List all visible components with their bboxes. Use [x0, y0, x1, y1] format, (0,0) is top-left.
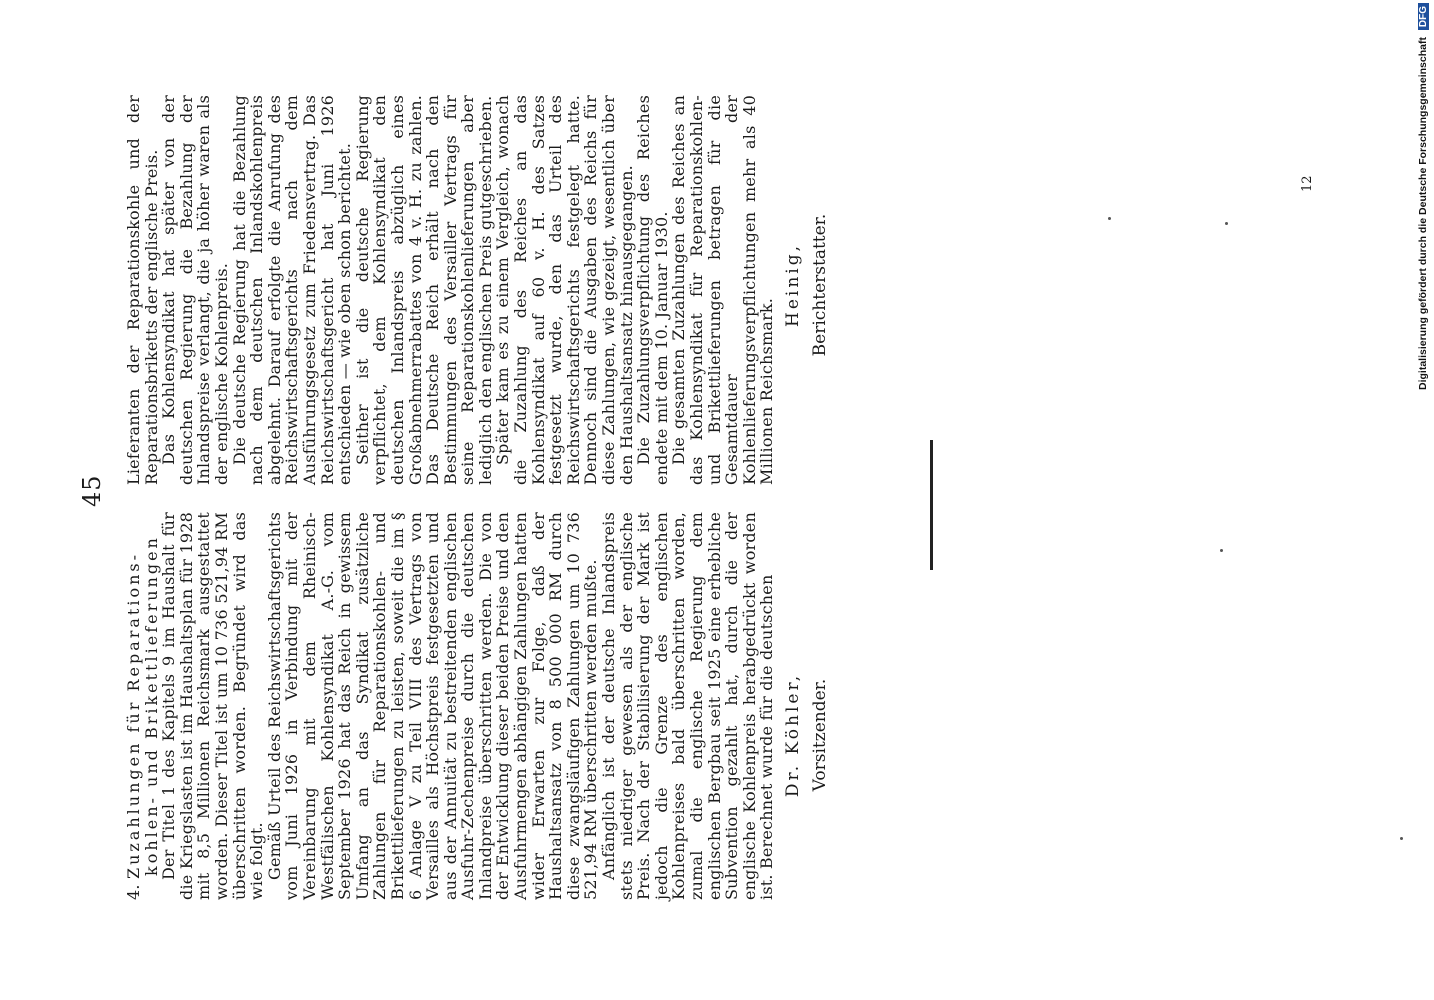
- paragraph: Die deutsche Regierung hat die Bezahlung nach dem deutschen Inlandskohlenpreis abgelehnt. Darauf erfolgte die Anrufung des Reichswirtschaftsgerichts nach dem Ausführungsgesetz zum Friedensvertrag. Das Reichswirtschaftsgericht hat Juni 1926 entschieden — wie oben schon berichtet.: [229, 95, 355, 485]
- signature-chair: [780, 640, 834, 830]
- dfg-logo: DFG: [1418, 3, 1429, 30]
- speck: [1225, 222, 1228, 225]
- speck: [1108, 217, 1111, 220]
- paragraph: Das Kohlensyndikat hat später von der deutschen Regierung die Bezahlung der Inlandspreise verlangt, die ja höher waren als der englische Kohlenpreis.: [159, 95, 231, 485]
- paragraph: Seither ist die deutsche Regierung verpflichtet, dem Kohlensyndikat den deutschen Inlandspreis abzüglich eines Großabnehmerrabattes von 4 v. H. zu zahlen. Das Deutsche Reich erhält nach den Bestimmungen des Versailler Vertrags für seine Reparationskohlenlieferungen aber lediglich den englischen Preis gutgeschrieben.: [352, 95, 495, 485]
- speck: [1400, 837, 1403, 840]
- heading-line-2: kohlen- und Brikettlieferungen: [141, 535, 161, 876]
- signature-name: Heinig,: [783, 243, 803, 327]
- paragraph: Der Titel 1 des Kapitels 9 im Haushalt für die Kriegslasten ist im Haushaltsplan für 1928 mit 8,5 Millionen Reichsmark ausgestattet worden. Dieser Titel ist um 10 736 521,94 RM überschritten worden. Begründet wird das wie folgt.: [159, 512, 267, 900]
- digitization-credit: [1417, 3, 1429, 390]
- paragraph: Anfänglich ist der deutsche Inlandspreis stets niedriger gewesen als der englische Preis. Nach der Stabilisierung der Mark ist jedoch die Grenze des englischen Kohlenpreises bald überschritten worden, zumal die englische Regierung dem englischen Bergbau seit 1925 eine erhebliche Subvention gezahlt hat, durch die der englische Kohlenpreis herabgedrückt worden ist. Berechnet wurde für die deutschen: [599, 512, 777, 900]
- paragraph: Die gesamten Zuzahlungen des Reiches an das Kohlensyndikat für Reparationskohlen- und Brikettlieferungen betragen für die Gesamtdauer der Kohlenlieferungsverpflichtungen mehr als 40 Millionen Reichsmark.: [669, 95, 777, 485]
- signature-role: Berichterstatter.: [810, 213, 830, 357]
- paragraph: Gemäß Urteil des Reichswirtschaftsgerichts vom Juni 1926 in Verbindung mit der Vereinbarung mit dem Rheinisch-Westfälischen Kohlensyndikat A.-G. vom September 1926 hat das Reich in gewissem Umfang an das Syndikat zusätzliche Zahlungen für Reparationskohlen- und Brikettlieferungen zu leisten, soweit die im § 6 Anlage V zu Teil VIII des Vertrags von Versailles als Höchstpreis festgesetzten und aus der Annuität zu bestreitenden englischen Ausfuhr-Zechenpreise durch die deutschen Inlandpreise überschritten werden. Die von der Entwicklung dieser beiden Preise und den Ausfuhrmengen abhängigen Zahlungen hatten wider Erwarten zur Folge, daß der Haushaltsansatz von 8 500 000 RM durch diese zwangsläufigen Zahlungen um 10 736 521,94 RM überschritten werden mußte.: [264, 512, 601, 900]
- paragraph: Lieferanten der Reparationskohle und der Reparationsbriketts der englische Preis.: [124, 95, 161, 485]
- paragraph: Die Zuzahlungsverpflichtung des Reiches endete mit dem 10. Januar 1930.: [634, 95, 671, 485]
- credit-text: Digitalisierung gefördert durch die Deutsche Forschungsgemeinschaft: [1417, 37, 1429, 390]
- signature-role: Vorsitzender.: [810, 678, 830, 792]
- page-number: 45: [78, 474, 106, 507]
- left-column: [125, 512, 776, 900]
- closing-rule: [930, 440, 933, 570]
- right-column: [125, 95, 776, 485]
- speck: [1220, 549, 1223, 552]
- section-heading: [125, 512, 160, 900]
- folio-number: 12: [1300, 175, 1315, 192]
- signature-rapporteur: [780, 185, 834, 385]
- signature-name: Dr. Köhler,: [783, 672, 803, 798]
- heading-number: 4.: [124, 884, 143, 900]
- heading-line-1: Zuzahlungen für Reparations-: [124, 551, 143, 880]
- paragraph: Später kam es zu einem Vergleich, wonach die Zuzahlung des Reiches an das Kohlensyndikat auf 60 v. H. des Satzes festgesetzt wurde, den das Urteil des Reichswirtschaftsgerichts festgelegt hatte. Dennoch sind die Ausgaben des Reichs für diese Zahlungen, wie gezeigt, wesentlich über den Haushaltsansatz hinausgegangen.: [493, 95, 636, 485]
